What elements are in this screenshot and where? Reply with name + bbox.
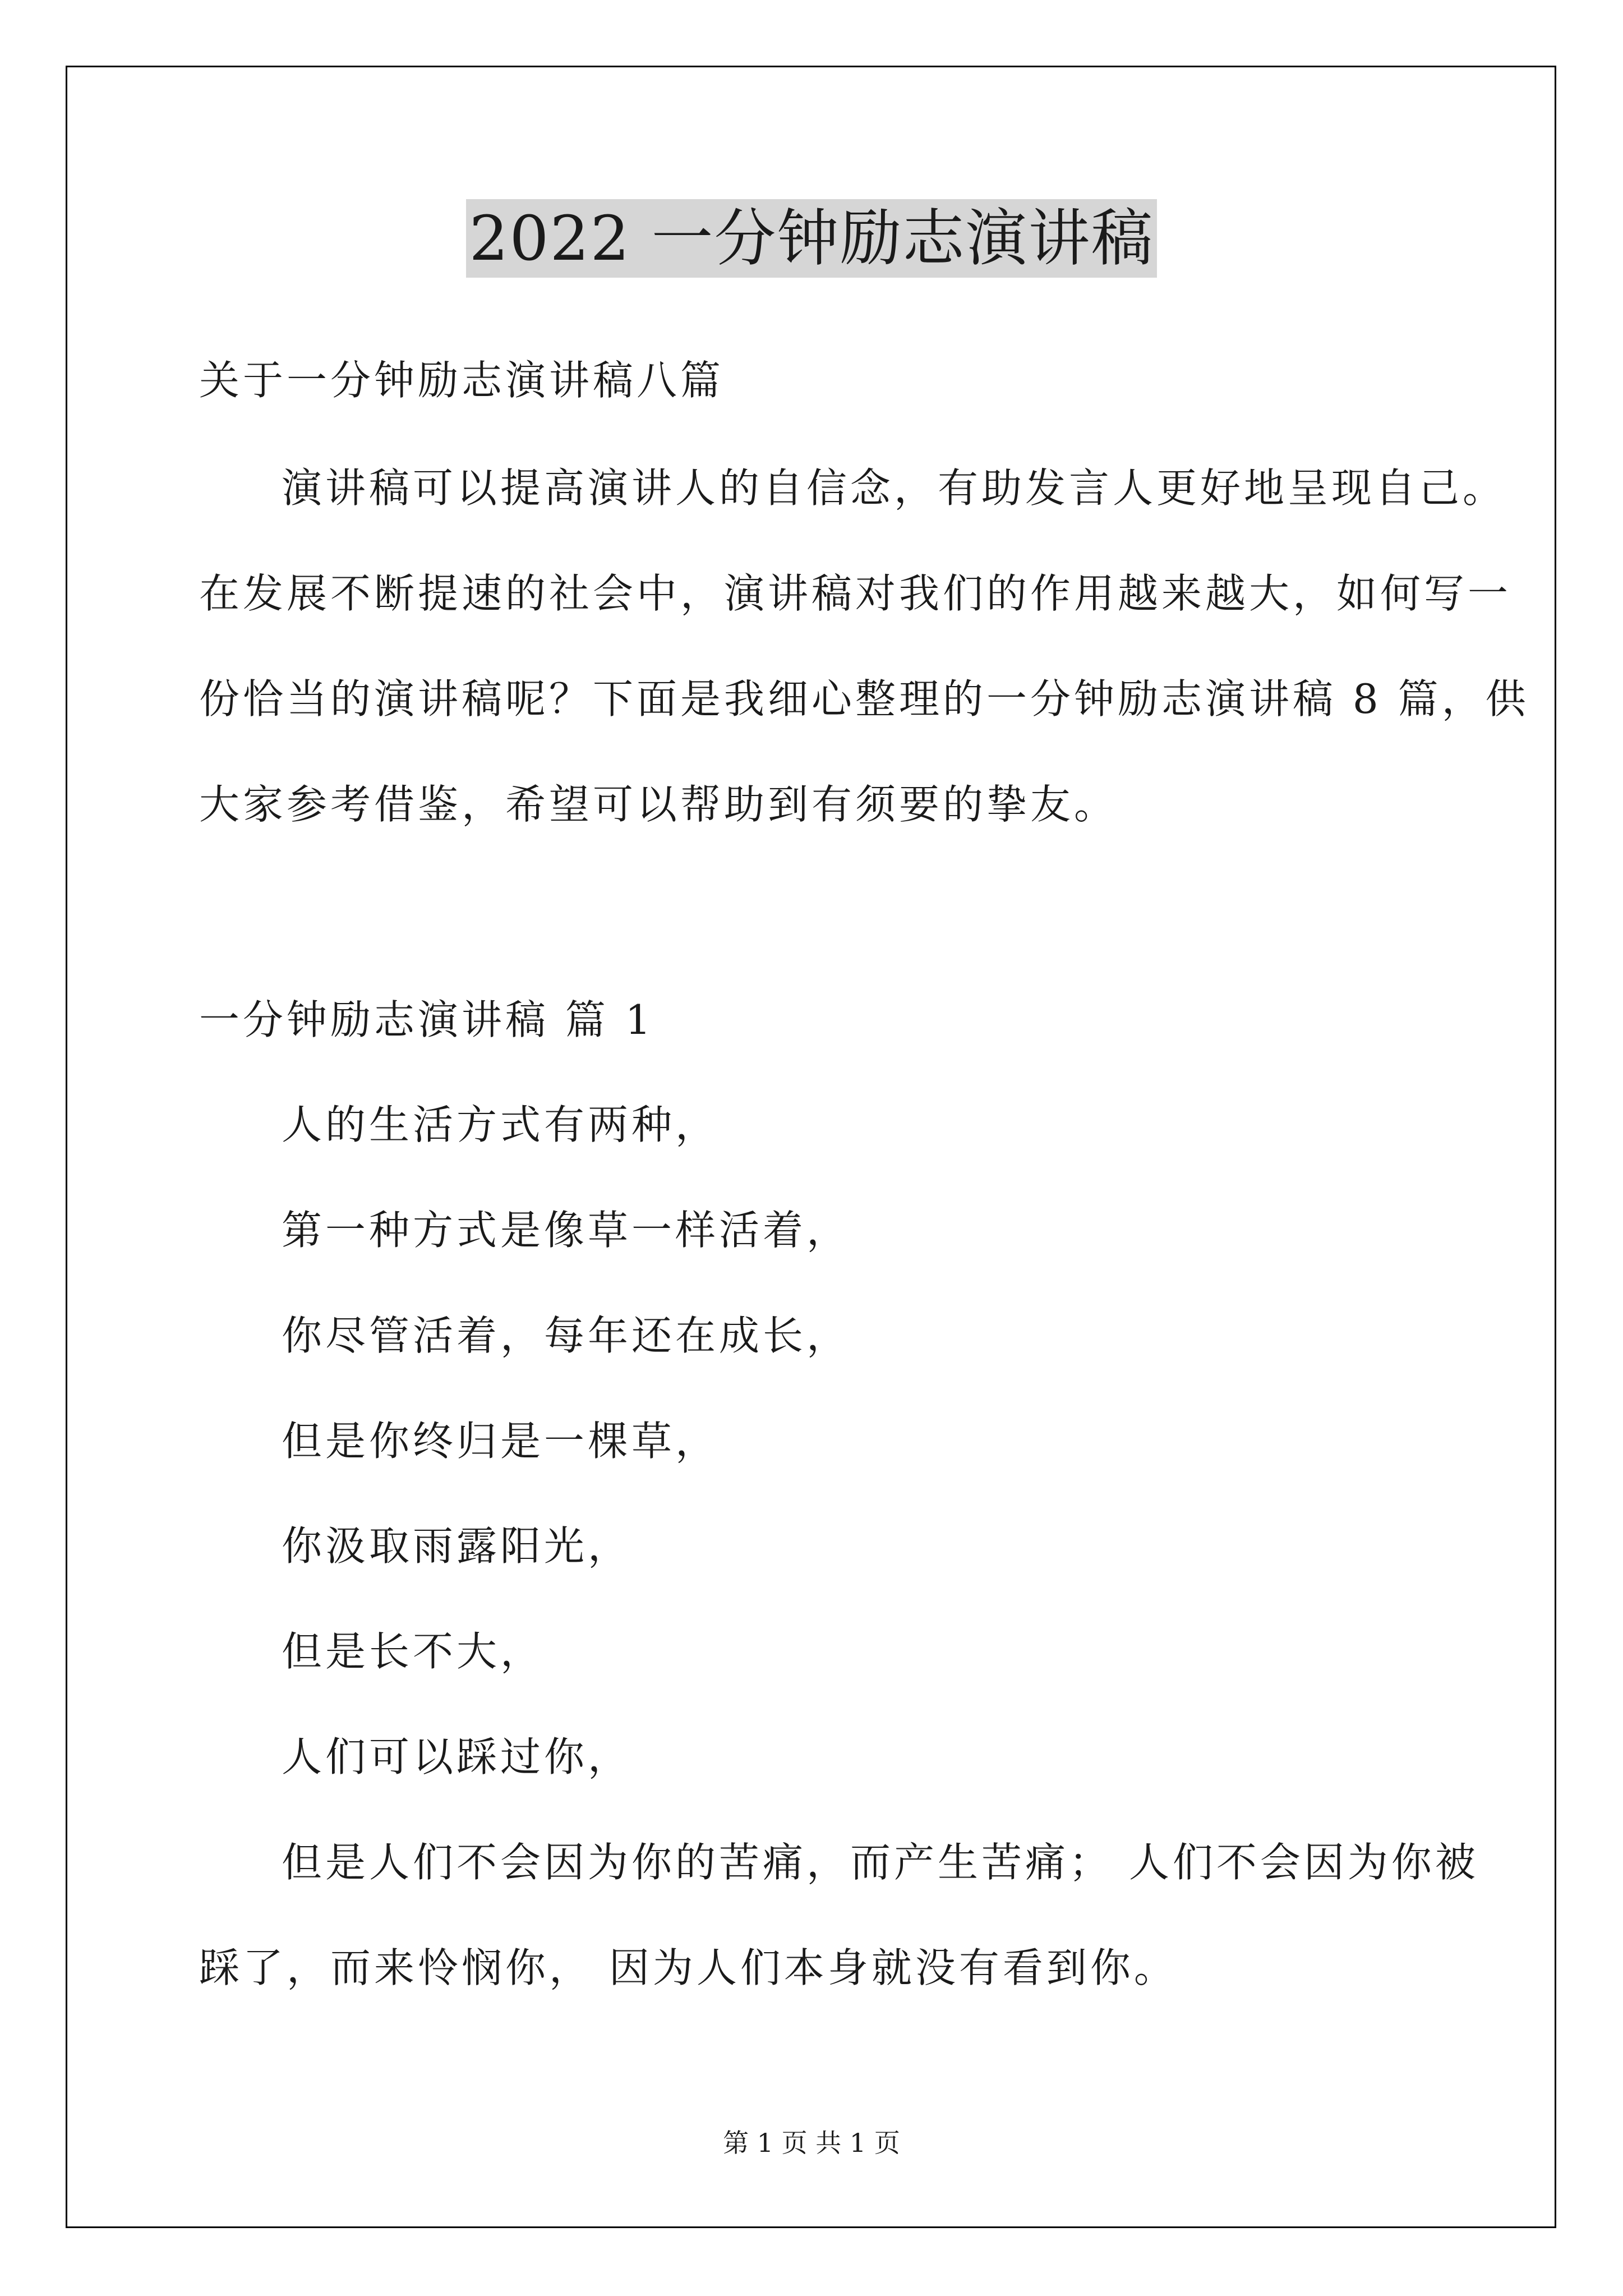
body-line-2: 第一种方式是像草一样活着，	[282, 1207, 851, 1254]
intro-line-3: 份恰当的演讲稿呢？下面是我细心整理的一分钟励志演讲稿 8 篇，供	[199, 675, 1529, 723]
body-line-4: 但是你终归是一棵草，	[282, 1418, 720, 1465]
intro-line-4: 大家参考借鉴，希望可以帮助到有须要的挚友。	[199, 781, 1118, 828]
body-line-8: 但是人们不会因为你的苦痛，而产生苦痛； 人们不会因为你被	[282, 1839, 1479, 1886]
intro-line-2: 在发展不断提速的社会中，演讲稿对我们的作用越来越大，如何写一	[199, 570, 1512, 617]
page-number-footer: 第 1 页 共 1 页	[723, 2128, 900, 2158]
title-container	[0, 199, 1623, 278]
body-line-7: 人们可以踩过你，	[282, 1733, 632, 1780]
document-title: 2022 一分钟励志演讲稿	[466, 199, 1158, 278]
body-line-3: 你尽管活着，每年还在成长，	[282, 1312, 851, 1359]
body-line-6: 但是长不大，	[282, 1628, 545, 1675]
body-line-9: 踩了，而来怜悯你， 因为人们本身就没有看到你。	[199, 1944, 1178, 1991]
intro-line-1: 演讲稿可以提高演讲人的自信念，有助发言人更好地呈现自己。	[282, 464, 1507, 512]
document-subtitle: 关于一分钟励志演讲稿八篇	[199, 357, 725, 404]
body-line-5: 你汲取雨露阳光，	[282, 1522, 632, 1570]
section-heading: 一分钟励志演讲稿 篇 1	[199, 996, 654, 1043]
body-line-1: 人的生活方式有两种，	[282, 1101, 720, 1148]
